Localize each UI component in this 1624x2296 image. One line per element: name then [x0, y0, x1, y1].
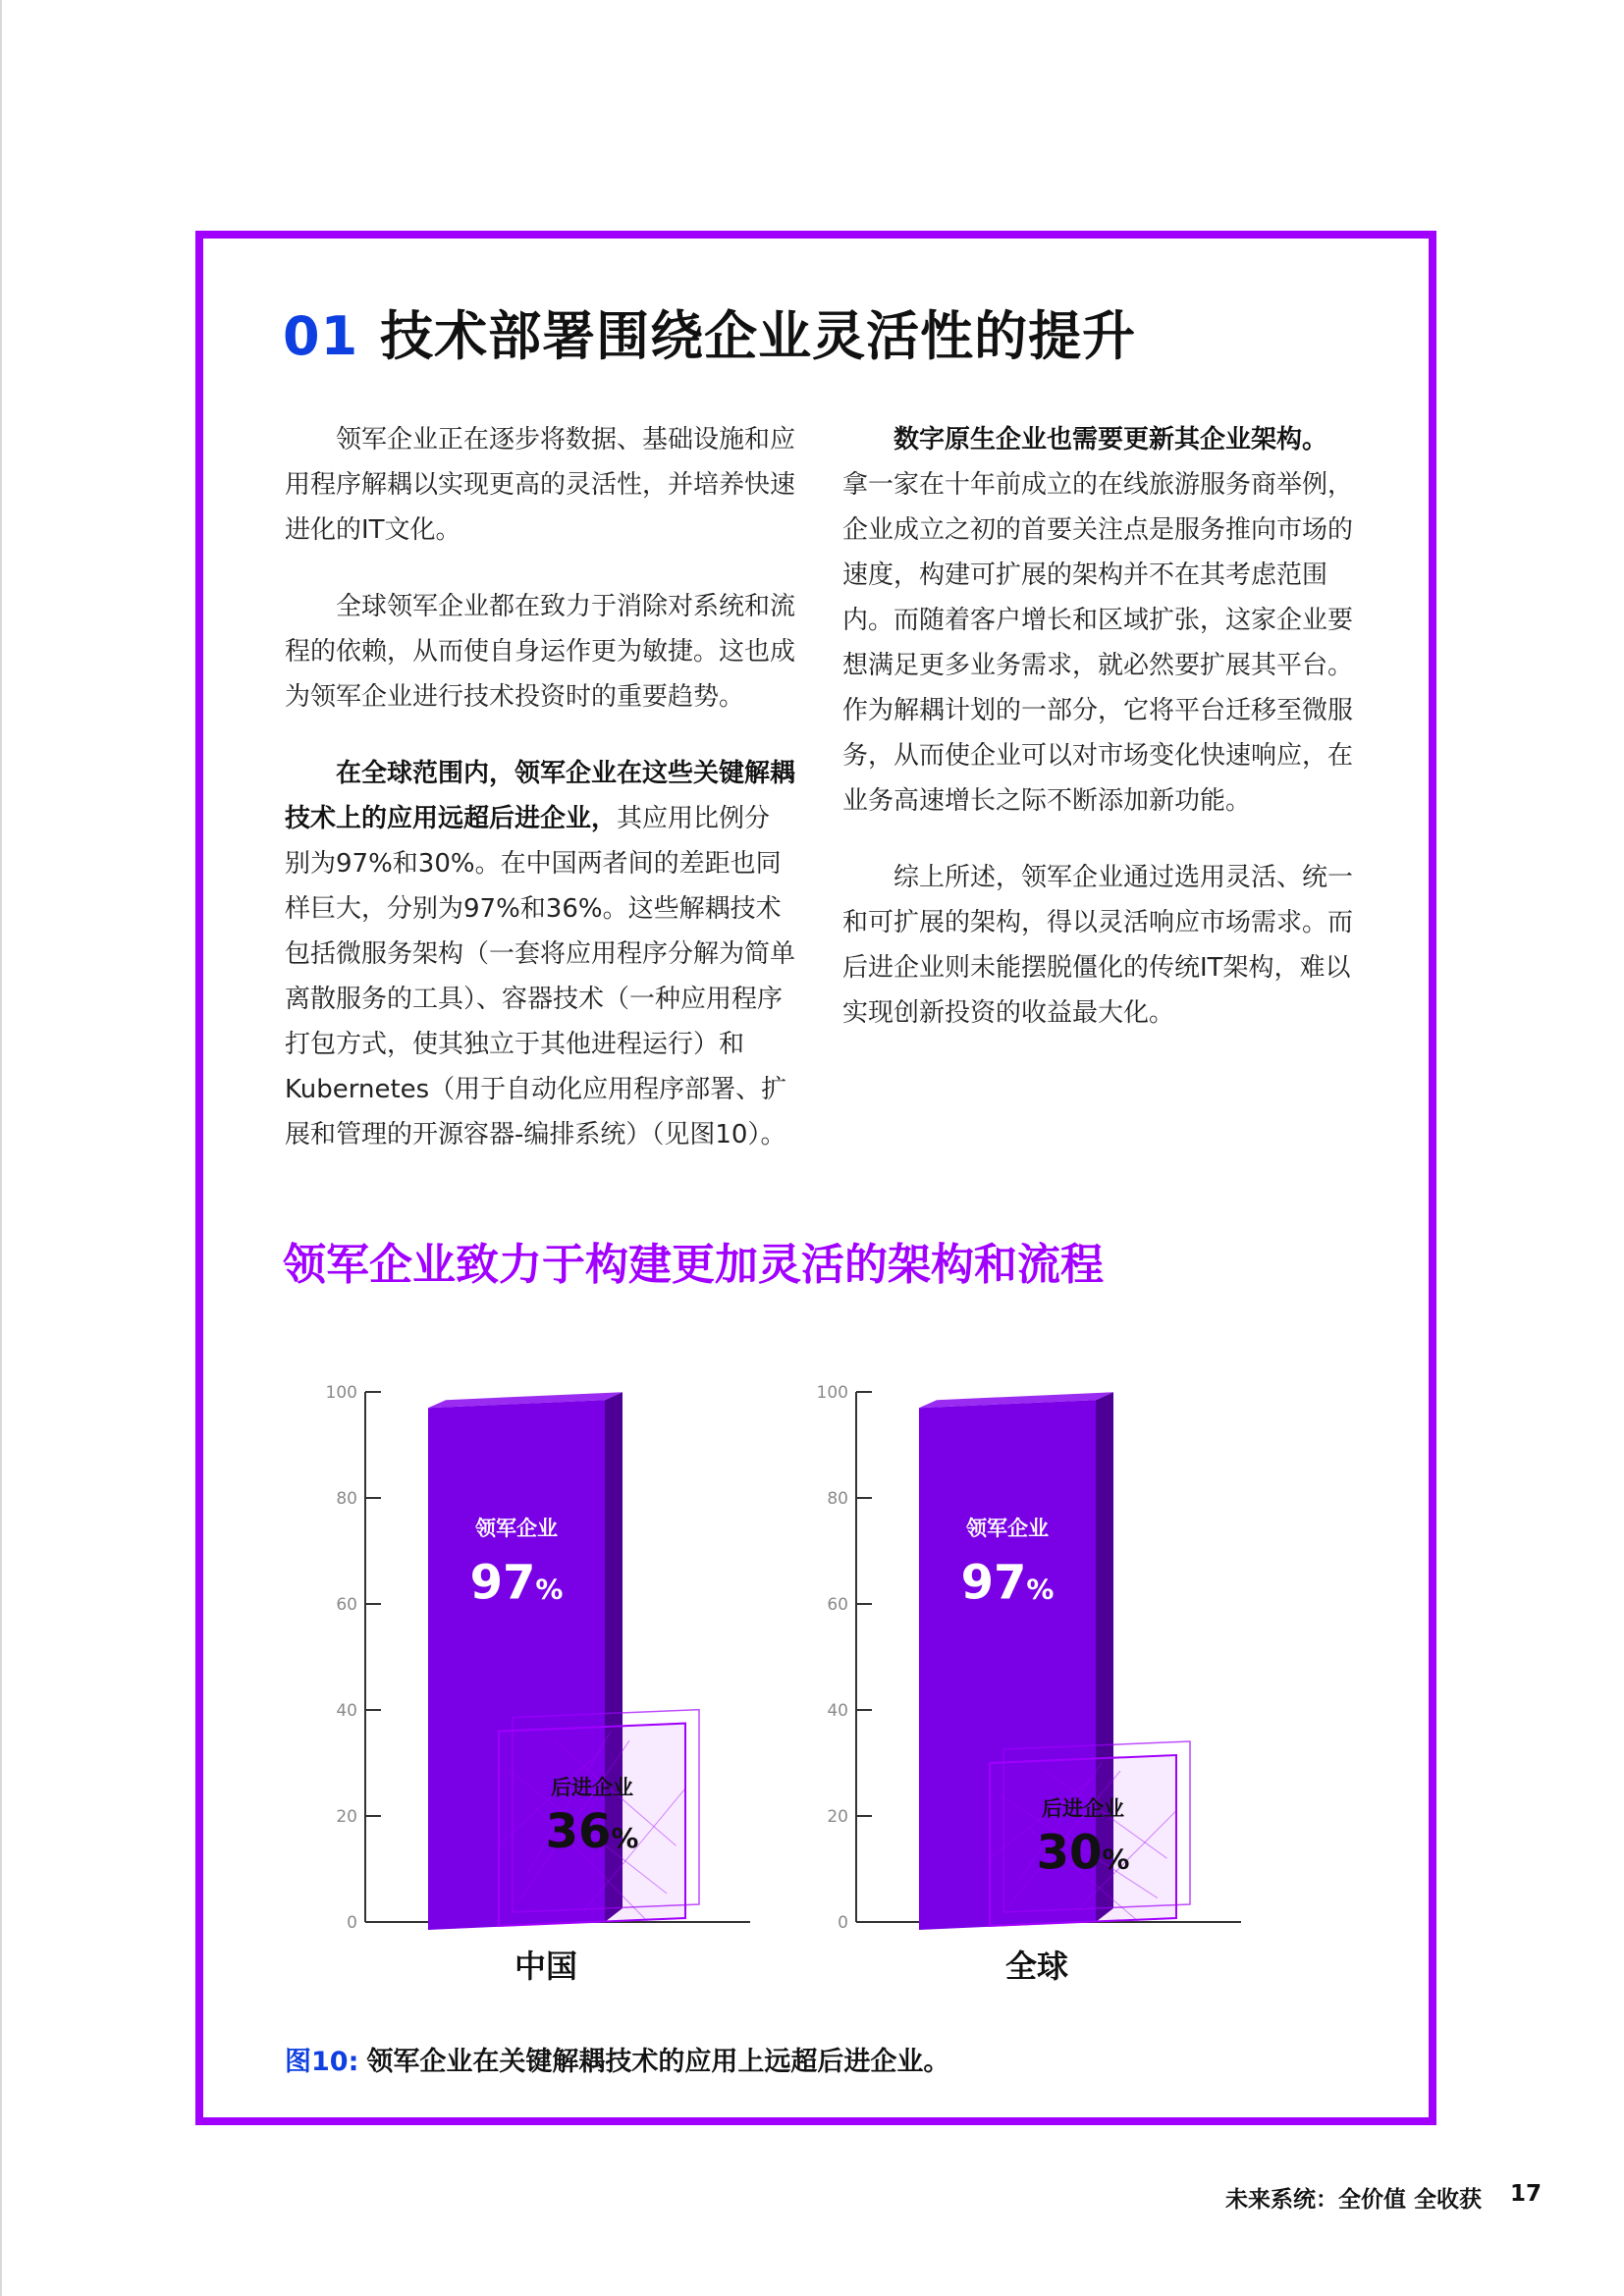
y-tick-label: 40: [827, 1701, 848, 1721]
left-paragraph-3: [285, 751, 795, 1157]
y-tick-label: 20: [827, 1807, 848, 1827]
section-title: 技术部署围绕企业灵活性的提升: [380, 305, 1137, 367]
x-category-label: 全球: [1004, 1948, 1069, 1985]
laggard-bar-value: 30%: [1036, 1825, 1130, 1881]
chart-panel-1: [326, 1383, 750, 1985]
page-edge-rule: [0, 0, 2, 2296]
figure-caption-text: 领军企业在关键解耦技术的应用上远超后进企业。: [366, 2047, 950, 2077]
left-paragraph-2: 全球领军企业都在致力于消除对系统和流程的依赖，从而使自身运作更为敏捷。这也成为领军企业进行技术投资时的重要趋势。: [285, 592, 796, 712]
left-paragraph-1: 领军企业正在逐步将数据、基础设施和应用程序解耦以实现更高的灵活性，并培养快速进化的IT文化。: [285, 425, 796, 545]
leader-bar-label: 领军企业: [966, 1516, 1049, 1540]
right-paragraph-2: 综上所述，领军企业通过选用灵活、统一和可扩展的架构，得以灵活响应市场需求。而后进企业则未能摆脱僵化的传统IT架构，难以实现创新投资的收益最大化。: [842, 863, 1354, 1028]
leader-bar-unit: %: [1026, 1573, 1055, 1606]
y-tick-label: 20: [336, 1807, 357, 1827]
section-number: 01: [283, 305, 359, 367]
laggard-bar-label: 后进企业: [551, 1775, 633, 1799]
footer-report-title: 未来系统：全价值 全收获: [1224, 2187, 1482, 2213]
leader-bar-value: 97%: [960, 1555, 1055, 1611]
left-paragraph-3-lead: 在全球范围内，领军企业在这些关键解耦技术上的应用远超后进企业，: [285, 759, 796, 833]
y-tick-label: 40: [336, 1701, 357, 1721]
x-category-label: 中国: [514, 1948, 578, 1985]
right-paragraph-1-body: 拿一家在十年前成立的在线旅游服务商举例，企业成立之初的首要关注点是服务推向市场的速度，构建可扩展的架构并不在其考虑范围内。而随着客户增长和区域扩张，这家企业要想满足更多业务需求，就必然要扩展其平台。作为解耦计划的一部分，它将平台迁移至微服务，从而使企业可以对市场变化快速响应，在业务高速增长之际不断添加新功能。: [842, 470, 1354, 816]
laggard-bar-value: 36%: [545, 1803, 639, 1859]
y-tick-label: 60: [336, 1595, 357, 1615]
right-paragraph-1: [842, 417, 1353, 824]
y-tick-label: 100: [816, 1383, 848, 1403]
right-column: [842, 417, 1353, 1067]
laggard-bar-unit: %: [1102, 1842, 1130, 1876]
leader-bar-value: 97%: [469, 1555, 564, 1611]
leader-bar-label: 领军企业: [475, 1516, 558, 1540]
y-tick-label: 0: [347, 1913, 357, 1933]
y-tick-label: 60: [827, 1595, 848, 1615]
chart-panel-2: [817, 1383, 1241, 1985]
section-heading: [283, 294, 1136, 370]
right-paragraph-1-lead: 数字原生企业也需要更新其企业架构。: [893, 425, 1328, 454]
figure-number: 图10:: [285, 2047, 359, 2077]
chart-title: 领军企业致力于构建更加灵活的架构和流程: [283, 1240, 1104, 1290]
bar-chart: [295, 1355, 1296, 2002]
y-tick-label: 0: [838, 1913, 848, 1933]
leader-bar-unit: %: [535, 1573, 564, 1606]
page-number: 17: [1509, 2181, 1542, 2207]
y-tick-label: 80: [336, 1489, 357, 1509]
figure-caption: [285, 2040, 949, 2078]
y-tick-label: 80: [827, 1489, 848, 1509]
left-paragraph-3-body: 其应用比例分别为97%和30%。在中国两者间的差距也同样巨大，分别为97%和36%。这些解耦技术包括微服务架构（一套将应用程序分解为简单离散服务的工具）、容器技术（一种应用程序打包方式，使其独立于其他进程运行）和Kubernetes（用于自动化应用程序部署、扩展和管理的开源容器-编排系统）（见图10）。: [285, 804, 796, 1149]
laggard-bar-unit: %: [611, 1821, 639, 1854]
left-column: [285, 417, 795, 1189]
y-tick-label: 100: [325, 1383, 357, 1403]
laggard-bar-label: 后进企业: [1042, 1796, 1124, 1821]
